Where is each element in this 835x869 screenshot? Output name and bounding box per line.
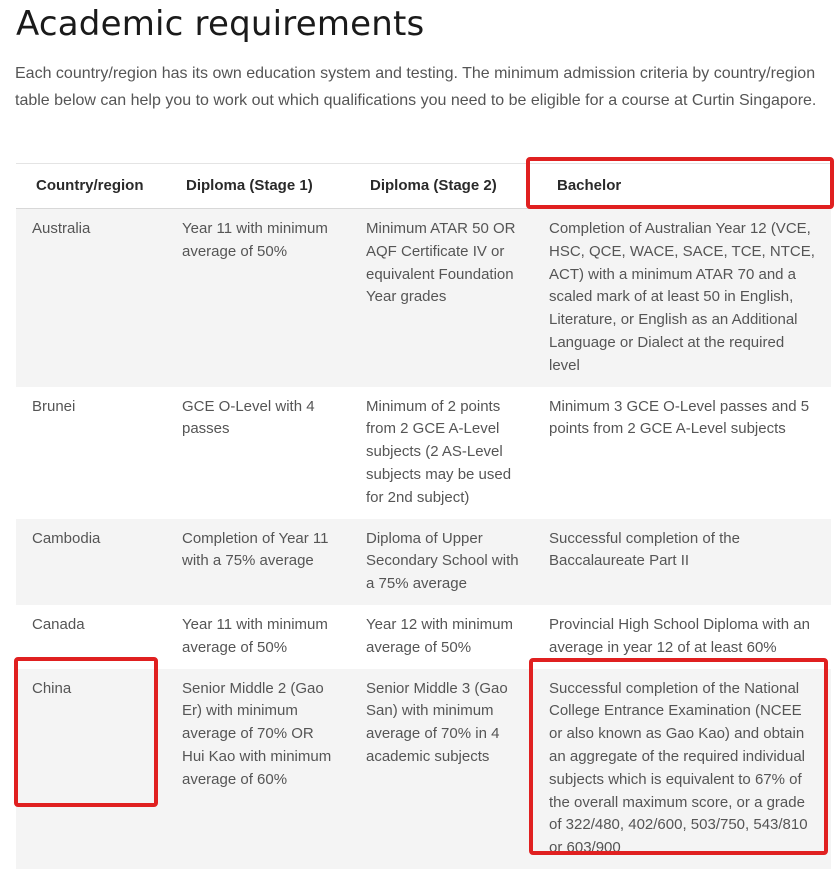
cell-stage1: Completion of Year 11 with a 75% average: [166, 519, 350, 605]
cell-country: Canada: [16, 605, 166, 669]
intro-paragraph: Each country/region has its own education system and testing. The minimum admission criteria by country/region table below can help you to work out which qualifications you need to be eligible for a course at Curtin Singapore.: [15, 65, 817, 109]
requirements-table: [16, 163, 831, 869]
cell-country: Cambodia: [16, 519, 166, 605]
cell-country: China: [16, 669, 166, 869]
cell-bachelor: Provincial High School Diploma with an average in year 12 of at least 60%: [533, 605, 831, 669]
header-diploma-stage-2: Diploma (Stage 2): [350, 164, 533, 209]
cell-stage2: Year 12 with minimum average of 50%: [350, 605, 533, 669]
cell-stage1: Year 11 with minimum average of 50%: [166, 209, 350, 387]
header-bachelor: Bachelor: [533, 164, 831, 209]
table-row: [16, 387, 831, 519]
table-row: [16, 209, 831, 387]
cell-bachelor: Successful completion of the Baccalaureate Part II: [533, 519, 831, 605]
page-title: Academic requirements: [16, 4, 425, 44]
cell-stage2: Diploma of Upper Secondary School with a 75% average: [350, 519, 533, 605]
cell-stage1: Year 11 with minimum average of 50%: [166, 605, 350, 669]
table-row: [16, 669, 831, 869]
table-header-row: [16, 164, 831, 209]
cell-country: Brunei: [16, 387, 166, 519]
cell-bachelor: Completion of Australian Year 12 (VCE, HSC, QCE, WACE, SACE, TCE, NTCE, ACT) with a minimum ATAR 70 and a scaled mark of at least 50 in English, Literature, or English as an Additional Language or Dialect at the required level: [533, 209, 831, 387]
cell-country: Australia: [16, 209, 166, 387]
cell-stage2: Minimum of 2 points from 2 GCE A-Level subjects (2 AS-Level subjects may be used for 2nd subject): [350, 387, 533, 519]
cell-bachelor: Minimum 3 GCE O-Level passes and 5 points from 2 GCE A-Level subjects: [533, 387, 831, 519]
cell-stage1: GCE O-Level with 4 passes: [166, 387, 350, 519]
cell-stage2: Minimum ATAR 50 OR AQF Certificate IV or equivalent Foundation Year grades: [350, 209, 533, 387]
table-row: [16, 519, 831, 605]
table-row: [16, 605, 831, 669]
cell-bachelor: Successful completion of the National College Entrance Examination (NCEE or also known as Gao Kao) and obtain an aggregate of the required individual subjects which is equivalent to 67% of the overall maximum score, or a grade of 322/480, 402/600, 503/750, 543/810 or 603/900: [533, 669, 831, 869]
cell-stage2: Senior Middle 3 (Gao San) with minimum average of 70% in 4 academic subjects: [350, 669, 533, 869]
cell-stage1: Senior Middle 2 (Gao Er) with minimum average of 70% OR Hui Kao with minimum average of 60%: [166, 669, 350, 869]
header-country: Country/region: [16, 164, 166, 209]
header-diploma-stage-1: Diploma (Stage 1): [166, 164, 350, 209]
